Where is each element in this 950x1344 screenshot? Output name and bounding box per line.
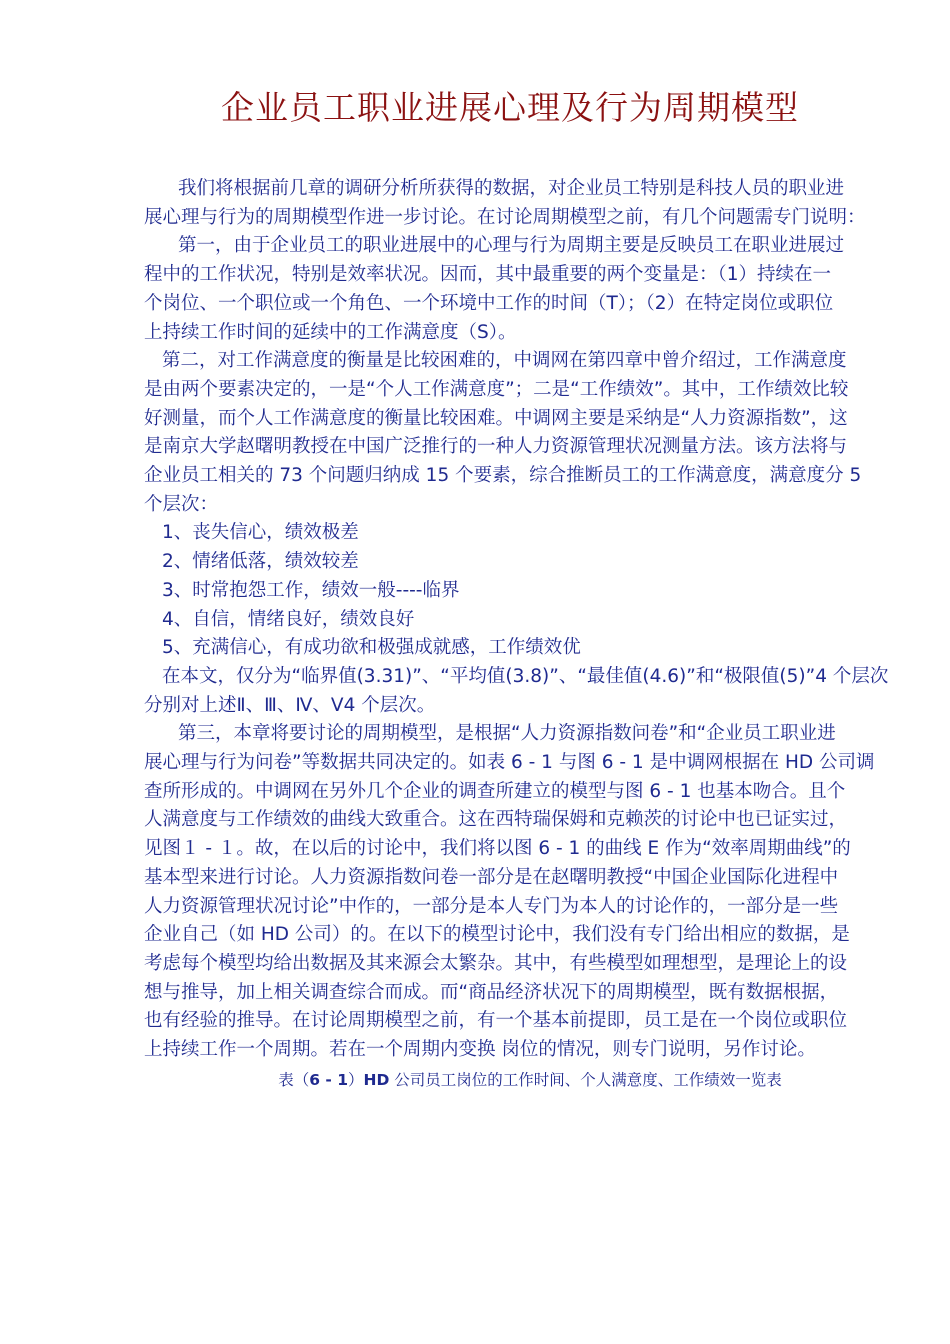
body-line: 我们将根据前几章的调研分析所获得的数据，对企业员工特别是科技人员的职业进 (178, 178, 845, 199)
body-line: 4、自信，情绪良好，绩效良好 (162, 608, 415, 630)
body-line: 展心理与行为问卷”等数据共同决定的。如表 6 - 1 与图 6 - 1 是中调网根据在 HD 公司调 (144, 752, 875, 774)
body-line: 第二，对工作满意度的衡量是比较困难的，中调网在第四章中曾介绍过，工作满意度 (162, 350, 847, 372)
body-line: 好测量，而个人工作满意度的衡量比较困难。中调网主要是采纳是“人力资源指数”，这 (144, 407, 848, 429)
body-line: 查所形成的。中调网在另外几个企业的调查所建立的模型与图 6 - 1 也基本吻合。且个 (144, 780, 846, 802)
body-line: 第三，本章将要讨论的周期模型，是根据“人力资源指数问卷”和“企业员工职业进 (178, 723, 836, 745)
body-line: 是由两个要素决定的，一是“个人工作满意度”；二是“工作绩效”。其中，工作绩效比较 (144, 378, 849, 400)
body-line: 上持续工作时间的延续中的工作满意度（S）。 (144, 321, 517, 343)
body-line: 基本型来进行讨论。人力资源指数问卷一部分是在赵曙明教授“中国企业国际化进程中 (144, 866, 839, 888)
body-line: 人力资源管理状况讨论”中作的，一部分是本人专门为本人的讨论作的，一部分是一些 (144, 895, 839, 917)
body-line: 是南京大学赵曙明教授在中国广泛推行的一种人力资源管理状况测量方法。该方法将与 (144, 436, 848, 458)
body-line: 也有经验的推导。在讨论周期模型之前，有一个基本前提即，员工是在一个岗位或职位 (144, 1010, 848, 1032)
body-line: 想与推导，加上相关调查综合而成。而“商品经济状况下的周期模型，既有数据根据， (144, 981, 839, 1003)
body-line: 第一，由于企业员工的职业进展中的心理与行为周期主要是反映员工在职业进展过 (178, 235, 845, 257)
body-line: 展心理与行为的周期模型作进一步讨论。在讨论周期模型之前，有几个问题需专门说明： (144, 206, 866, 228)
document-body (144, 175, 889, 1065)
body-line: 个岗位、一个职位或一个角色、一个环境中工作的时间（T）；（2）在特定岗位或职位 (144, 292, 834, 314)
body-line: 企业员工相关的 73 个问题归纳成 15 个要素，综合推断员工的工作满意度，满意度分 5 (144, 465, 862, 487)
table-caption (0, 1068, 950, 1090)
caption-number: 6 - 1 (309, 1071, 348, 1089)
body-line: 见图１ - １。故，在以后的讨论中，我们将以图 6 - 1 的曲线 E 作为“效率周期曲线”的 (144, 838, 851, 860)
caption-mid: ） (348, 1071, 364, 1089)
caption-prefix: 表（ (278, 1071, 310, 1089)
document-title: 企业员工职业进展心理及行为周期模型 (221, 88, 799, 127)
body-line: 5、充满信心，有成功欲和极强成就感，工作绩效优 (162, 637, 581, 659)
caption-rest: 公司员工岗位的工作时间、个人满意度、工作绩效一览表 (389, 1071, 782, 1089)
body-line: 上持续工作一个周期。若在一个周期内变换 岗位的情况，则专门说明，另作讨论。 (144, 1039, 816, 1061)
body-line: 在本文，仅分为“临界值(3.31)”、“平均值(3.8)”、“最佳值(4.6)”和“极限值(5)”4 个层次 (162, 665, 889, 687)
body-line: 人满意度与工作绩效的曲线大致重合。这在西特瑞保姆和克赖茨的讨论中也已证实过， (144, 809, 848, 831)
body-line: 个层次： (144, 493, 219, 515)
body-line: 1、丧失信心，绩效极差 (162, 522, 359, 544)
body-line: 2、情绪低落，绩效较差 (162, 551, 359, 573)
body-line: 考虑每个模型均给出数据及其来源会太繁杂。其中，有些模型如理想型，是理论上的设 (144, 952, 848, 974)
body-line: 程中的工作状况，特别是效率状况。因而，其中最重要的两个变量是：（1）持续在一 (144, 264, 832, 286)
body-line: 3、时常抱怨工作，绩效一般----临界 (162, 579, 460, 601)
body-line: 分别对上述Ⅱ、Ⅲ、Ⅳ、Ⅴ4 个层次。 (144, 694, 436, 716)
caption-company: HD (363, 1071, 390, 1089)
body-line: 企业自己（如 HD 公司）的。在以下的模型讨论中，我们没有专门给出相应的数据，是 (144, 924, 850, 946)
